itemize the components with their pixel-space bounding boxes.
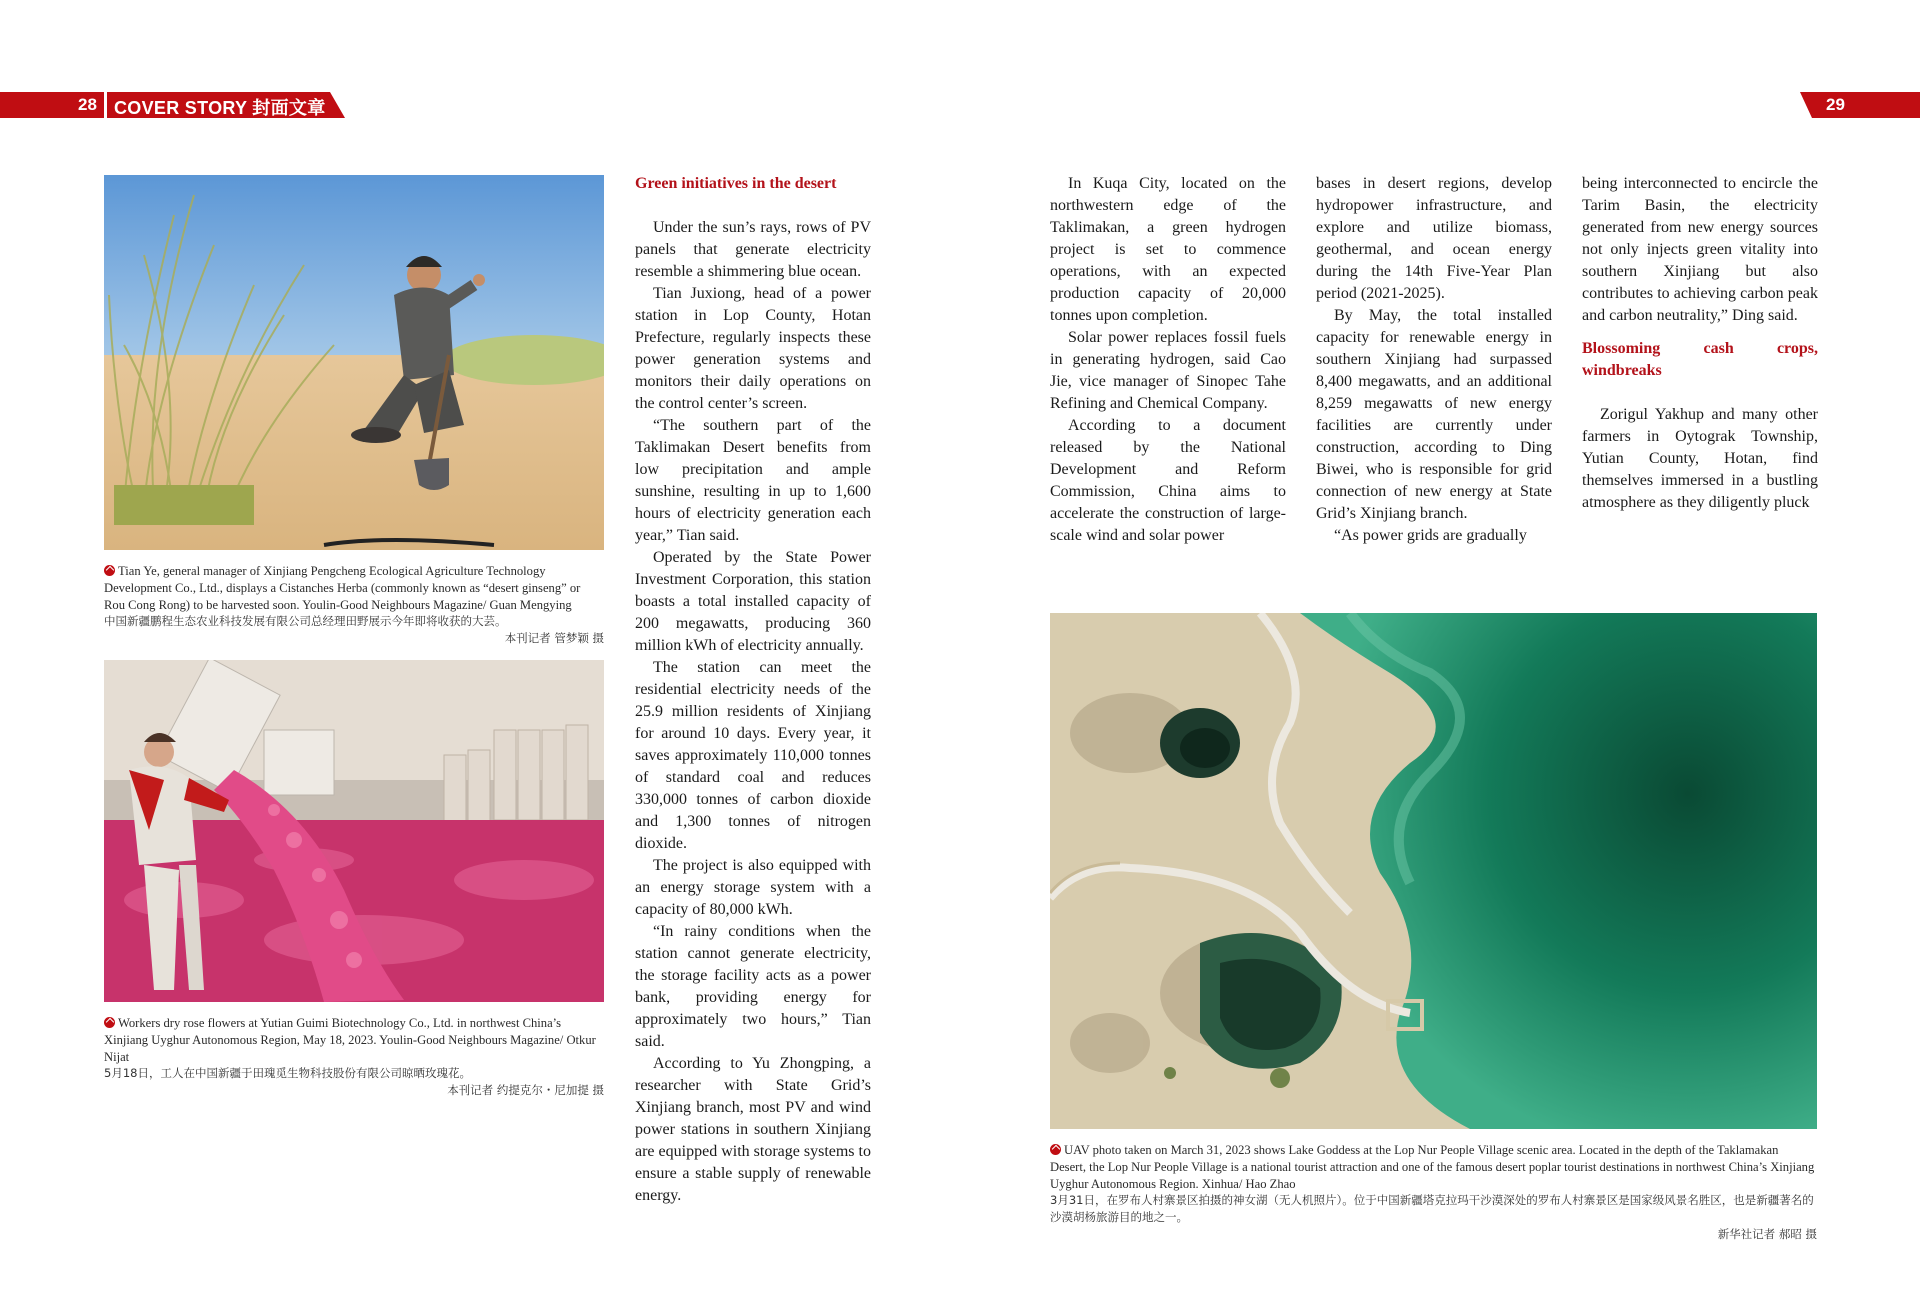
page-number-left: 28 xyxy=(78,95,97,114)
caption-3-credit: 新华社记者 郝昭 摄 xyxy=(1717,1227,1817,1242)
paragraph: By May, the total installed capacity for renewable energy in southern Xinjiang had surpassed 8,400 megawatts, and an additional 8,259 megawatts of new energy facilities are currently under construction, according to Ding Biwei, who is responsible for grid connection of new energy at State Grid’s Xinjiang branch. xyxy=(1316,307,1552,522)
caption-1-zh: 中国新疆鹏程生态农业科技发展有限公司总经理田野展示今年即将收获的大芸。 xyxy=(104,614,507,629)
section-heading-green-initiatives: Green initiatives in the desert xyxy=(635,175,837,192)
text-column-4 xyxy=(1582,173,1818,514)
photo-desert-ginseng xyxy=(104,175,604,550)
caption-3-zh: 3月31日，在罗布人村寨景区拍摄的神女湖（无人机照片）。位于中国新疆塔克拉玛干沙漠深处的罗布人村寨景区是国家级风景名胜区，也是新疆著名的沙漠胡杨旅游目的地之一。 xyxy=(1050,1193,1814,1225)
text-column-3 xyxy=(1316,173,1552,547)
paragraph: “As power grids are gradually xyxy=(1334,527,1527,544)
paragraph: The station can meet the residential electricity needs of the 25.9 million residents of Xinjiang for around 10 days. Every year, it saves approximately 110,000 tonnes of standard coal and reduces 330,000 tonnes of carbon dioxide and 1,300 tonnes of nitrogen dioxide. xyxy=(635,659,871,852)
paragraph: According to Yu Zhongping, a researcher with State Grid’s Xinjiang branch, most PV and wind power stations in southern Xinjiang are equipped with storage systems to ensure a stable supply of renewable energy. xyxy=(635,1055,871,1204)
paragraph: The project is also equipped with an energy storage system with a capacity of 80,000 kWh. xyxy=(635,857,871,918)
caption-2-en: Workers dry rose flowers at Yutian Guimi Biotechnology Co., Ltd. in northwest China’s Xinjiang Uyghur Autonomous Region, May 18, 2023. Youlin-Good Neighbours Magazine/ Otkur Nijat xyxy=(104,1016,596,1064)
caption-3-en: UAV photo taken on March 31, 2023 shows Lake Goddess at the Lop Nur People Village scenic area. Located in the depth of the Taklamakan Desert, the Lop Nur People Village is a national tourist attraction and one of the famous desert poplar tourist destinations in northwest China’s Xinjiang Uyghur Autonomous Region. Xinhua/ Hao Zhao xyxy=(1050,1143,1815,1191)
man-kneeling-with-shovel-in-desert-grass-icon xyxy=(104,175,604,550)
paragraph: “In rainy conditions when the station cannot generate electricity, the storage facility acts as a power bank, providing energy for approximately two hours,” Tian said. xyxy=(635,923,871,1050)
paragraph: “The southern part of the Taklimakan Desert benefits from low precipitation and ample sunshine, resulting in up to 1,600 hours of electricity generation each year,” Tian said. xyxy=(635,417,871,544)
paragraph: According to a document released by the National Development and Reform Commission, China aims to accelerate the construction of large-scale wind and solar power xyxy=(1050,417,1286,544)
aerial-lake-goddess-icon xyxy=(1050,613,1817,1129)
photo-lake-goddess xyxy=(1050,613,1817,1129)
caption-2-zh: 5月18日，工人在中国新疆于田瑰觅生物科技股份有限公司晾晒玫瑰花。 xyxy=(104,1066,471,1081)
text-column-1 xyxy=(635,173,871,1207)
caption-1-credit: 本刊记者 管梦颖 摄 xyxy=(504,631,604,646)
photo-rose-drying xyxy=(104,660,604,1002)
caption-2-credit: 本刊记者 约提克尔・尼加提 摄 xyxy=(447,1083,604,1098)
paragraph: Solar power replaces fossil fuels in generating hydrogen, said Cao Jie, vice manager of Sinopec Tahe Refining and Chemical Company. xyxy=(1050,329,1286,412)
section-heading-blossoming: Blossoming cash crops, windbreaks xyxy=(1582,340,1818,379)
page-number-right: 29 xyxy=(1826,95,1845,114)
paragraph: Tian Juxiong, head of a power station in Lop County, Hotan Prefecture, regularly inspects these power generation systems and monitors their daily operations on the control center’s screen. xyxy=(635,285,871,412)
header-bar-right xyxy=(1800,92,1920,118)
paragraph: Operated by the State Power Investment Corporation, this station boasts a total installed capacity of 200 megawatts, producing 360 million kWh of electricity annually. xyxy=(635,549,871,654)
paragraph: being interconnected to encircle the Tarim Basin, the electricity generated from new energy sources not only injects green vitality into southern Xinjiang but also contributes to achieving carbon peak and carbon neutrality,” Ding said. xyxy=(1582,175,1818,324)
text-column-2 xyxy=(1050,173,1286,547)
caption-photo-2 xyxy=(104,1015,604,1099)
paragraph: Under the sun’s rays, rows of PV panels that generate electricity resemble a shimmering blue ocean. xyxy=(635,219,871,280)
caption-marker-icon xyxy=(104,565,115,576)
paragraph: In Kuqa City, located on the northwestern edge of the Taklimakan, a green hydrogen project is set to commence operations, with an expected production capacity of 20,000 tonnes upon completion. xyxy=(1050,175,1286,324)
workers-pouring-rose-petals-icon xyxy=(104,660,604,1002)
caption-marker-icon xyxy=(104,1017,115,1028)
caption-photo-1 xyxy=(104,563,604,647)
caption-1-en: Tian Ye, general manager of Xinjiang Pengcheng Ecological Agriculture Technology Development Co., Ltd., displays a Cistanches Herba (commonly known as “desert ginseng” or Rou Cong Rong) to be harvested soon. Youlin-Good Neighbours Magazine/ Guan Mengying xyxy=(104,564,581,612)
section-title: COVER STORY 封面文章 xyxy=(114,98,326,118)
paragraph: bases in desert regions, develop hydropower infrastructure, and explore and utilize biomass, geothermal, and ocean energy during the 14th Five-Year Plan period (2021-2025). xyxy=(1316,175,1552,302)
caption-photo-3 xyxy=(1050,1142,1817,1243)
paragraph: Zorigul Yakhup and many other farmers in Oytograk Township, Yutian County, Hotan, find themselves immersed in a bustling atmosphere as they diligently pluck xyxy=(1582,406,1818,511)
caption-marker-icon xyxy=(1050,1144,1061,1155)
